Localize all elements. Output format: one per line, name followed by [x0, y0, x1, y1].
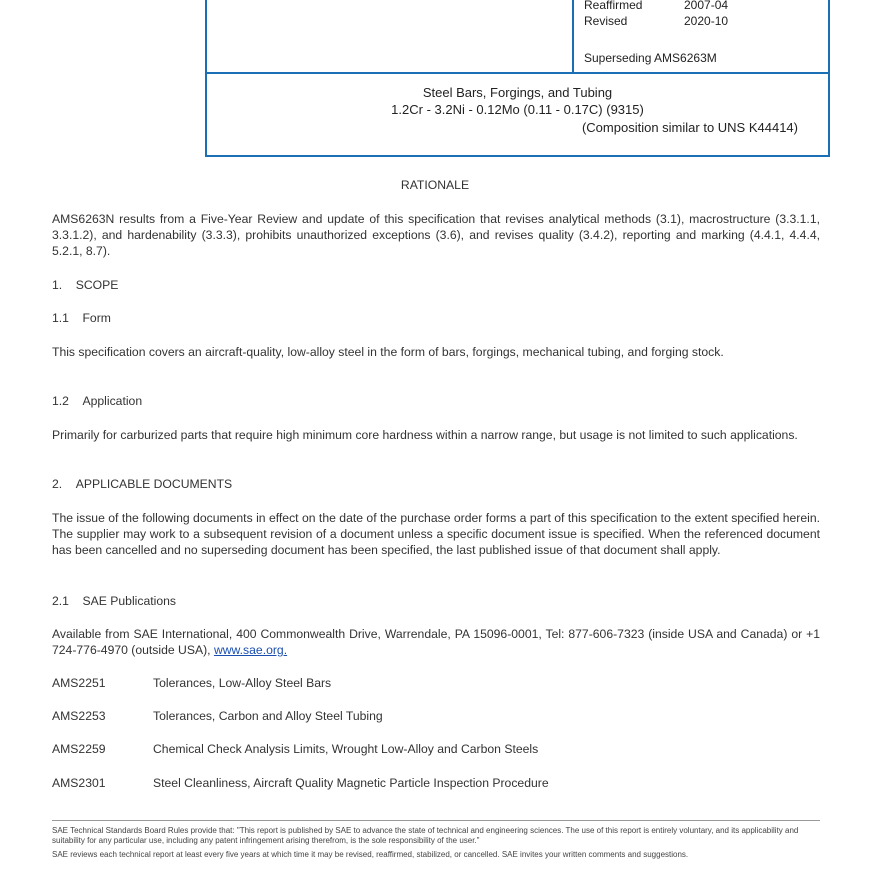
- superseding-note: Superseding AMS6263M: [584, 51, 717, 65]
- ref-code: AMS2251: [52, 676, 106, 690]
- ref-code: AMS2259: [52, 742, 106, 756]
- spec-composition: 1.2Cr - 3.2Ni - 0.12Mo (0.11 - 0.17C) (9315): [391, 102, 644, 117]
- spec-title: Steel Bars, Forgings, and Tubing: [422, 85, 613, 100]
- revised-date: 2020-10: [684, 14, 729, 28]
- reaffirmed-label: Reaffirmed: [584, 0, 643, 12]
- spec-uns-note: (Composition similar to UNS K44414): [581, 120, 798, 135]
- header-title-row: [207, 74, 828, 155]
- sae-address: Available from SAE International, 400 Commonwealth Drive, Warrendale, PA 15096-0001, Tel: 877-606-7323 (inside USA and Canada) or +1 724-776-4970 (outside USA),: [52, 627, 820, 657]
- footer-review-note: SAE reviews each technical report at least every five years at which time it may be revised, reaffirmed, stabilized, or cancelled. SAE invites your written comments and suggestions.: [52, 850, 689, 859]
- header-date-cell: [572, 0, 828, 72]
- ref-title: Tolerances, Carbon and Alloy Steel Tubing: [153, 709, 383, 723]
- application-heading: 1.2 Application: [52, 394, 143, 408]
- rationale-heading: RATIONALE: [400, 178, 470, 192]
- header-left-cell: [207, 0, 572, 72]
- form-heading: 1.1 Form: [52, 311, 111, 325]
- ref-code: AMS2253: [52, 709, 106, 723]
- sae-publications-heading: 2.1 SAE Publications: [52, 594, 176, 608]
- applicable-docs-text: The issue of the following documents in effect on the date of the purchase order forms a part of this specification to the extent specified herein. The supplier may work to a subsequent revision of a document unless a specific document issue is specified. When the referenced document has been cancelled and no superseding document has been specified, the last published issue of that document shall apply.: [52, 511, 820, 557]
- ref-title: Chemical Check Analysis Limits, Wrought Low-Alloy and Carbon Steels: [153, 742, 539, 756]
- sae-availability-text: [52, 626, 820, 658]
- header-top-row: [207, 0, 828, 74]
- reaffirmed-date: 2007-04: [684, 0, 729, 12]
- application-text: Primarily for carburized parts that require high minimum core hardness within a narrow range, but usage is not limited to such applications.: [52, 428, 798, 442]
- revised-label: Revised: [584, 14, 628, 28]
- ref-title: Tolerances, Low-Alloy Steel Bars: [153, 676, 332, 690]
- rationale-text: AMS6263N results from a Five-Year Review and update of this specification that revises analytical methods (3.1), macrostructure (3.3.1.1, 3.3.1.2), and hardenability (3.3.3), prohibits unauthorized exceptions (3.6), and revises quality (3.4.2), reporting and marking (4.4.1, 4.4.4, 5.2.1, 8.7).: [52, 212, 820, 258]
- applicable-docs-heading: 2. APPLICABLE DOCUMENTS: [52, 477, 233, 491]
- ref-code: AMS2301: [52, 776, 106, 790]
- footer-disclaimer: SAE Technical Standards Board Rules provide that: "This report is published by SAE to advance the state of technical and engineering sciences. The use of this report is entirely voluntary, and its applicability and suitability for any particular use, including any patent infringement arising therefrom, is the sole responsibility of the user.": [52, 826, 799, 845]
- header-box: [205, 0, 830, 157]
- form-text: This specification covers an aircraft-quality, low-alloy steel in the form of bars, forgings, mechanical tubing, and forging stock.: [52, 345, 724, 359]
- footer-divider: [52, 820, 820, 821]
- scope-heading: 1. SCOPE: [52, 278, 119, 292]
- sae-website-link[interactable]: www.sae.org.: [213, 643, 288, 657]
- ref-title: Steel Cleanliness, Aircraft Quality Magnetic Particle Inspection Procedure: [153, 776, 549, 790]
